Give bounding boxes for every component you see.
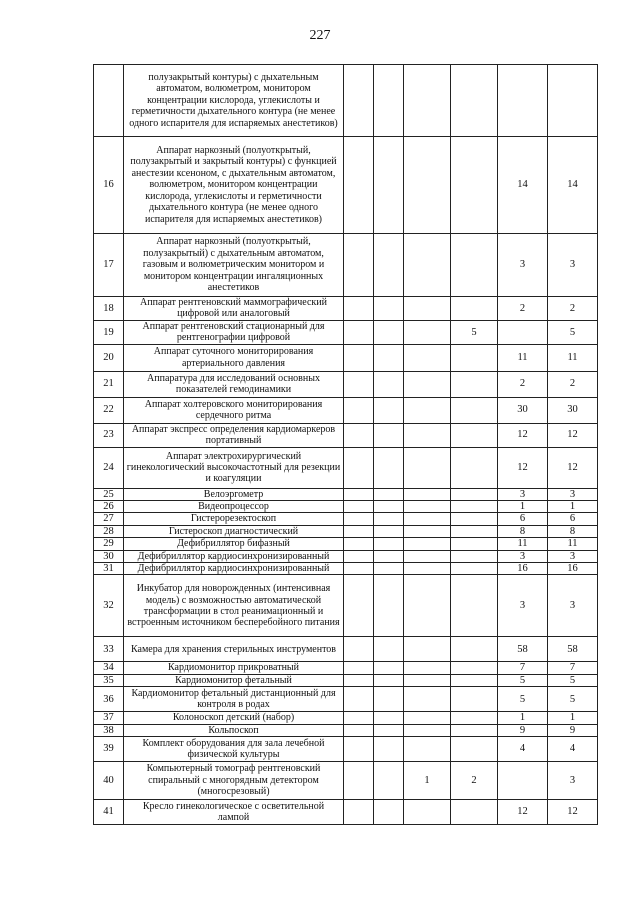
quantity-cell-c3	[404, 538, 451, 550]
table-row	[94, 371, 598, 397]
quantity-cell-c6: 5	[548, 687, 598, 712]
row-number: 41	[94, 800, 124, 825]
equipment-name: Дефибриллятор бифазный	[124, 538, 344, 550]
quantity-cell-c5: 11	[498, 538, 548, 550]
quantity-cell-c4	[451, 662, 498, 674]
quantity-cell-c3	[404, 662, 451, 674]
equipment-name: Велоэргометр	[124, 488, 344, 500]
quantity-cell-c6: 12	[548, 423, 598, 447]
quantity-cell-c6: 11	[548, 538, 598, 550]
quantity-cell-c5: 8	[498, 525, 548, 537]
quantity-cell-c2	[374, 525, 404, 537]
quantity-cell-c1	[344, 397, 374, 423]
row-number: 19	[94, 320, 124, 344]
row-number: 40	[94, 762, 124, 800]
quantity-cell-c2	[374, 662, 404, 674]
quantity-cell-c5: 3	[498, 488, 548, 500]
quantity-cell-c5: 2	[498, 371, 548, 397]
quantity-cell-c4	[451, 447, 498, 488]
quantity-cell-c4	[451, 637, 498, 662]
quantity-cell-c1	[344, 724, 374, 736]
quantity-cell-c6: 11	[548, 344, 598, 371]
equipment-name: Компьютерный томограф рентгеновский спиральный с многорядным детектором (многосрезовый)	[124, 762, 344, 800]
row-number: 17	[94, 234, 124, 297]
quantity-cell-c3	[404, 488, 451, 500]
table-row	[94, 137, 598, 234]
quantity-cell-c6: 1	[548, 501, 598, 513]
quantity-cell-c4	[451, 501, 498, 513]
quantity-cell-c5: 3	[498, 575, 548, 637]
quantity-cell-c1	[344, 712, 374, 724]
row-number: 22	[94, 397, 124, 423]
quantity-cell-c4	[451, 563, 498, 575]
row-number: 35	[94, 674, 124, 686]
quantity-cell-c3	[404, 563, 451, 575]
quantity-cell-c5: 58	[498, 637, 548, 662]
row-number: 33	[94, 637, 124, 662]
quantity-cell-c3	[404, 397, 451, 423]
row-number: 29	[94, 538, 124, 550]
table-row	[94, 762, 598, 800]
quantity-cell-c3: 1	[404, 762, 451, 800]
quantity-cell-c2	[374, 137, 404, 234]
quantity-cell-c4	[451, 513, 498, 525]
table-row	[94, 320, 598, 344]
quantity-cell-c2	[374, 538, 404, 550]
table-row	[94, 513, 598, 525]
quantity-cell-c5: 12	[498, 800, 548, 825]
quantity-cell-c3	[404, 297, 451, 321]
quantity-cell-c3	[404, 234, 451, 297]
quantity-cell-c1	[344, 800, 374, 825]
quantity-cell-c4	[451, 575, 498, 637]
quantity-cell-c5: 5	[498, 674, 548, 686]
quantity-cell-c3	[404, 501, 451, 513]
quantity-cell-c2	[374, 724, 404, 736]
quantity-cell-c4	[451, 234, 498, 297]
row-number: 21	[94, 371, 124, 397]
quantity-cell-c5: 4	[498, 737, 548, 762]
quantity-cell-c3	[404, 575, 451, 637]
equipment-name: Аппарат суточного мониторирования артериального давления	[124, 344, 344, 371]
quantity-cell-c5: 2	[498, 297, 548, 321]
quantity-cell-c2	[374, 397, 404, 423]
quantity-cell-c1	[344, 762, 374, 800]
row-number: 27	[94, 513, 124, 525]
quantity-cell-c3	[404, 447, 451, 488]
quantity-cell-c3	[404, 687, 451, 712]
quantity-cell-c1	[344, 525, 374, 537]
quantity-cell-c6: 3	[548, 550, 598, 562]
table-row	[94, 637, 598, 662]
row-number: 32	[94, 575, 124, 637]
quantity-cell-c4	[451, 344, 498, 371]
equipment-name: Гистероскоп диагностический	[124, 525, 344, 537]
quantity-cell-c3	[404, 724, 451, 736]
table-row	[94, 501, 598, 513]
quantity-cell-c3	[404, 513, 451, 525]
quantity-cell-c3	[404, 371, 451, 397]
quantity-cell-c4	[451, 65, 498, 137]
table-row	[94, 488, 598, 500]
quantity-cell-c5: 14	[498, 137, 548, 234]
quantity-cell-c1	[344, 297, 374, 321]
table-row	[94, 344, 598, 371]
quantity-cell-c4	[451, 297, 498, 321]
quantity-cell-c1	[344, 371, 374, 397]
quantity-cell-c1	[344, 550, 374, 562]
row-number	[94, 65, 124, 137]
quantity-cell-c2	[374, 575, 404, 637]
equipment-name: Видеопроцессор	[124, 501, 344, 513]
row-number: 24	[94, 447, 124, 488]
table-row	[94, 423, 598, 447]
quantity-cell-c6: 6	[548, 513, 598, 525]
quantity-cell-c6: 4	[548, 737, 598, 762]
quantity-cell-c4	[451, 800, 498, 825]
quantity-cell-c4	[451, 371, 498, 397]
equipment-name: Аппаратура для исследований основных показателей гемодинамики	[124, 371, 344, 397]
quantity-cell-c6: 8	[548, 525, 598, 537]
quantity-cell-c2	[374, 712, 404, 724]
quantity-cell-c5: 30	[498, 397, 548, 423]
quantity-cell-c2	[374, 674, 404, 686]
table-row	[94, 563, 598, 575]
quantity-cell-c2	[374, 513, 404, 525]
quantity-cell-c5: 16	[498, 563, 548, 575]
quantity-cell-c5: 12	[498, 423, 548, 447]
table-body	[94, 65, 598, 825]
table-row	[94, 525, 598, 537]
quantity-cell-c3	[404, 320, 451, 344]
quantity-cell-c1	[344, 687, 374, 712]
quantity-cell-c1	[344, 575, 374, 637]
table-row	[94, 674, 598, 686]
quantity-cell-c4	[451, 550, 498, 562]
equipment-name: Аппарат холтеровского мониторирования сердечного ритма	[124, 397, 344, 423]
row-number: 23	[94, 423, 124, 447]
quantity-cell-c2	[374, 320, 404, 344]
quantity-cell-c6: 2	[548, 297, 598, 321]
row-number: 34	[94, 662, 124, 674]
equipment-name: Аппарат электрохирургический гинекологический высокочастотный для резекции и коагуляции	[124, 447, 344, 488]
quantity-cell-c4	[451, 488, 498, 500]
equipment-name: Комплект оборудования для зала лечебной физической культуры	[124, 737, 344, 762]
equipment-name: Аппарат наркозный (полуоткрытый, полузакрытый) с дыхательным автоматом, газовым и волюметрическим монитором и монитором концентрации ингаляционных анестетиков	[124, 234, 344, 297]
quantity-cell-c3	[404, 712, 451, 724]
quantity-cell-c1	[344, 344, 374, 371]
quantity-cell-c3	[404, 525, 451, 537]
equipment-name: Кардиомонитор фетальный	[124, 674, 344, 686]
row-number: 18	[94, 297, 124, 321]
quantity-cell-c6: 12	[548, 800, 598, 825]
equipment-name: Гистерорезектоскоп	[124, 513, 344, 525]
quantity-cell-c2	[374, 297, 404, 321]
quantity-cell-c1	[344, 234, 374, 297]
quantity-cell-c2	[374, 737, 404, 762]
quantity-cell-c3	[404, 344, 451, 371]
quantity-cell-c5: 5	[498, 687, 548, 712]
quantity-cell-c5: 3	[498, 550, 548, 562]
equipment-name: Аппарат рентгеновский стационарный для рентгенографии цифровой	[124, 320, 344, 344]
quantity-cell-c5: 7	[498, 662, 548, 674]
quantity-cell-c4	[451, 525, 498, 537]
quantity-cell-c3	[404, 423, 451, 447]
quantity-cell-c5	[498, 65, 548, 137]
quantity-cell-c2	[374, 371, 404, 397]
quantity-cell-c6: 5	[548, 674, 598, 686]
quantity-cell-c4	[451, 538, 498, 550]
quantity-cell-c6: 3	[548, 234, 598, 297]
quantity-cell-c6	[548, 65, 598, 137]
table-row	[94, 550, 598, 562]
table-row	[94, 234, 598, 297]
quantity-cell-c5: 9	[498, 724, 548, 736]
quantity-cell-c6: 3	[548, 762, 598, 800]
quantity-cell-c3	[404, 737, 451, 762]
table-row	[94, 712, 598, 724]
row-number: 37	[94, 712, 124, 724]
quantity-cell-c3	[404, 674, 451, 686]
equipment-name: Аппарат рентгеновский маммографический цифровой или аналоговый	[124, 297, 344, 321]
quantity-cell-c4: 5	[451, 320, 498, 344]
equipment-name: Дефибриллятор кардиосинхронизированный	[124, 550, 344, 562]
row-number: 20	[94, 344, 124, 371]
quantity-cell-c2	[374, 344, 404, 371]
quantity-cell-c2	[374, 234, 404, 297]
equipment-name: Дефибриллятор кардиосинхронизированный	[124, 563, 344, 575]
page-number: 227	[309, 28, 331, 43]
row-number: 26	[94, 501, 124, 513]
quantity-cell-c1	[344, 674, 374, 686]
quantity-cell-c4	[451, 674, 498, 686]
quantity-cell-c1	[344, 637, 374, 662]
table-row	[94, 447, 598, 488]
quantity-cell-c6: 5	[548, 320, 598, 344]
quantity-cell-c4	[451, 712, 498, 724]
row-number: 30	[94, 550, 124, 562]
quantity-cell-c1	[344, 538, 374, 550]
quantity-cell-c1	[344, 563, 374, 575]
quantity-cell-c1	[344, 662, 374, 674]
quantity-cell-c4	[451, 397, 498, 423]
quantity-cell-c1	[344, 65, 374, 137]
quantity-cell-c1	[344, 320, 374, 344]
quantity-cell-c6: 3	[548, 488, 598, 500]
equipment-name: Кардиомонитор прикроватный	[124, 662, 344, 674]
row-number: 16	[94, 137, 124, 234]
row-number: 31	[94, 563, 124, 575]
quantity-cell-c6: 16	[548, 563, 598, 575]
quantity-cell-c2	[374, 563, 404, 575]
quantity-cell-c6: 3	[548, 575, 598, 637]
table-row	[94, 662, 598, 674]
equipment-name: Кресло гинекологическое с осветительной лампой	[124, 800, 344, 825]
quantity-cell-c4	[451, 737, 498, 762]
equipment-name: Аппарат наркозный (полуоткрытый, полузакрытый и закрытый контуры) с функцией анестезии ксеноном, с дыхательным автоматом, волюметром, монитором концентрации кислорода, углекислоты и герметичности дыхательного контура (не менее одного испарителя для испаряемых анестетиков)	[124, 137, 344, 234]
quantity-cell-c2	[374, 637, 404, 662]
quantity-cell-c6: 14	[548, 137, 598, 234]
table-row	[94, 575, 598, 637]
quantity-cell-c1	[344, 423, 374, 447]
equipment-name: Кольпоскоп	[124, 724, 344, 736]
quantity-cell-c5	[498, 762, 548, 800]
table-row	[94, 737, 598, 762]
quantity-cell-c6: 58	[548, 637, 598, 662]
quantity-cell-c5: 12	[498, 447, 548, 488]
table-row	[94, 297, 598, 321]
row-number: 25	[94, 488, 124, 500]
quantity-cell-c1	[344, 737, 374, 762]
table-row	[94, 397, 598, 423]
quantity-cell-c3	[404, 800, 451, 825]
row-number: 39	[94, 737, 124, 762]
equipment-name: Камера для хранения стерильных инструментов	[124, 637, 344, 662]
quantity-cell-c5: 3	[498, 234, 548, 297]
quantity-cell-c4	[451, 724, 498, 736]
row-number: 36	[94, 687, 124, 712]
quantity-cell-c2	[374, 501, 404, 513]
equipment-name: Инкубатор для новорожденных (интенсивная модель) с возможностью автоматической трансформации в стол реанимационный и встроенным источником бесперебойного питания	[124, 575, 344, 637]
quantity-cell-c3	[404, 550, 451, 562]
quantity-cell-c6: 2	[548, 371, 598, 397]
table-row	[94, 65, 598, 137]
equipment-table	[93, 64, 598, 825]
quantity-cell-c5: 1	[498, 501, 548, 513]
quantity-cell-c2	[374, 447, 404, 488]
quantity-cell-c6: 7	[548, 662, 598, 674]
quantity-cell-c5: 1	[498, 712, 548, 724]
quantity-cell-c5: 11	[498, 344, 548, 371]
quantity-cell-c2	[374, 687, 404, 712]
quantity-cell-c4	[451, 137, 498, 234]
quantity-cell-c6: 9	[548, 724, 598, 736]
quantity-cell-c1	[344, 447, 374, 488]
quantity-cell-c2	[374, 550, 404, 562]
quantity-cell-c5: 6	[498, 513, 548, 525]
table-row	[94, 687, 598, 712]
equipment-name: Колоноскоп детский (набор)	[124, 712, 344, 724]
equipment-name: полузакрытый контуры) с дыхательным автоматом, волюметром, монитором концентрации кислорода, углекислоты и герметичности дыхательного контура (не менее одного испарителя для испаряемых анестетиков)	[124, 65, 344, 137]
quantity-cell-c4	[451, 687, 498, 712]
quantity-cell-c1	[344, 137, 374, 234]
row-number: 38	[94, 724, 124, 736]
quantity-cell-c3	[404, 137, 451, 234]
quantity-cell-c2	[374, 800, 404, 825]
quantity-cell-c4: 2	[451, 762, 498, 800]
equipment-name: Кардиомонитор фетальный дистанционный для контроля в родах	[124, 687, 344, 712]
quantity-cell-c1	[344, 488, 374, 500]
quantity-cell-c3	[404, 65, 451, 137]
table-row	[94, 800, 598, 825]
quantity-cell-c6: 12	[548, 447, 598, 488]
equipment-name: Аппарат экспресс определения кардиомаркеров портативный	[124, 423, 344, 447]
quantity-cell-c3	[404, 637, 451, 662]
quantity-cell-c6: 1	[548, 712, 598, 724]
table-row	[94, 538, 598, 550]
quantity-cell-c2	[374, 762, 404, 800]
quantity-cell-c2	[374, 423, 404, 447]
quantity-cell-c1	[344, 501, 374, 513]
table-row	[94, 724, 598, 736]
quantity-cell-c2	[374, 488, 404, 500]
quantity-cell-c1	[344, 513, 374, 525]
quantity-cell-c2	[374, 65, 404, 137]
quantity-cell-c4	[451, 423, 498, 447]
quantity-cell-c6: 30	[548, 397, 598, 423]
row-number: 28	[94, 525, 124, 537]
quantity-cell-c5	[498, 320, 548, 344]
